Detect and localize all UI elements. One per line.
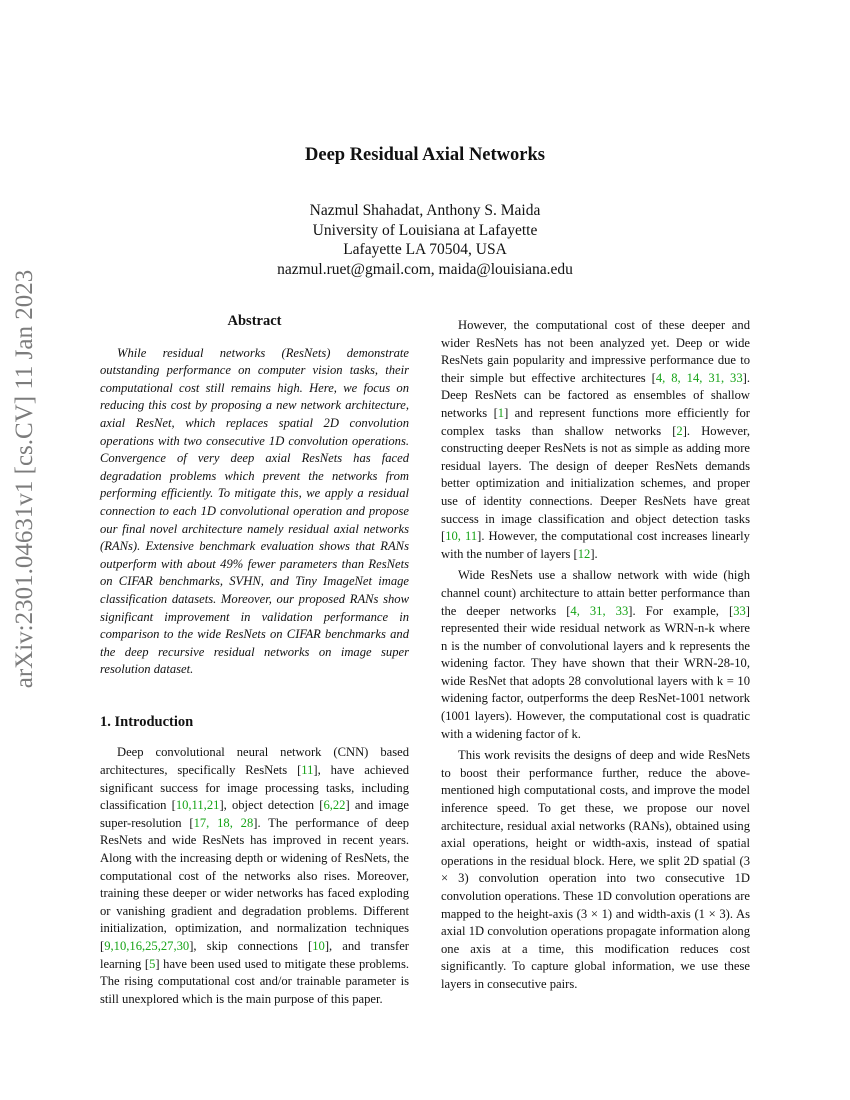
left-column [100, 313, 409, 1008]
section-heading-introduction: 1. Introduction [100, 713, 194, 730]
body-paragraph-2: Wide ResNets use a shallow network with wide (high channel count) architecture to attain better performance than the deeper networks [4, 31, 33]. For example, [33] represented their wide residual network as WRN-n-k where n is the number of convolutional layers and k represents the widening factor. They have shown that their WRN-28-10, wide ResNet that adopts 28 convolutional layers with k = 10 widening factor, outperforms the deep ResNet-1001 network (1001 layers). However, the computational cost is quadratic with a widening factor of k. [441, 568, 750, 741]
citation-link[interactable]: 2 [676, 423, 683, 438]
paper-title: Deep Residual Axial Networks [305, 145, 545, 165]
arxiv-identifier-stamp: arXiv:2301.04631v1 [cs.CV] 11 Jan 2023 [11, 269, 38, 689]
citation-link[interactable]: 10 [312, 939, 325, 953]
right-column [441, 317, 750, 994]
citation-link[interactable]: 4, 8, 14, 31, 33 [655, 370, 743, 385]
citation-link[interactable]: 5 [149, 956, 156, 971]
citation-link[interactable]: 4, 31, 33 [570, 603, 629, 618]
citation-link[interactable]: 33 [733, 603, 746, 618]
citation-link[interactable]: 12 [577, 546, 591, 561]
emails: nazmul.ruet@gmail.com, maida@louisiana.edu [277, 261, 573, 278]
citation-link[interactable]: 17, 18, 28 [193, 815, 254, 830]
body-paragraph-3: This work revisits the designs of deep and wide ResNets to boost their performance further, reduce the above-mentioned high computational costs, and improve the model inference speed. To get these, we propose our novel architecture, residual axial networks (RANs), obtained using axial operations, height or width-axis, instead of spatial operations in the residual block. Here, we split 2D spatial (3 × 3) convolution operation into two consecutive 1D convolution operations. These 1D convolution operations are mapped to the height-axis (3 × 1) and width-axis (1 × 3). As axial 1D convolution operations propagate information along one axis at a time, this modification reduces cost significantly. To capture global information, we use these layers in consecutive pairs. [441, 748, 750, 991]
citation-link[interactable]: 1 [497, 405, 505, 420]
intro-paragraph-1: Deep convolutional neural network (CNN) based architectures, specifically ResNets [11], have achieved significant success for image processing tasks, including classification [10,11,21], object detection [6,22] and image super-resolution [17, 18, 28]. The performance of deep ResNets and wide ResNets has improved in recent years. Along with the increasing depth or widening of ResNets, the computational cost of the networks also rises. Moreover, training these deeper or wider networks has faced exploding or vanishing gradient and degradation problems. Different initialization, optimization, and normalization techniques [9,10,16,25,27,30], skip connections [10], and transfer learning [5] have been used used to mitigate these problems. The rising computational cost and/or trainable parameter is still unexplored which is the main purpose of this paper. [100, 745, 409, 1006]
citation-link[interactable]: 6,22 [323, 798, 346, 813]
abstract-body: While residual networks (ResNets) demonstrate outstanding performance on computer vision tasks, their computational cost still remains high. Here, we focus on reducing this cost by proposing a new network architecture, axial ResNet, which replaces spatial 2D convolution operations with two consecutive 1D convolution operations. Convergence of very deep axial ResNets has faced degradation problems which prevent the networks from performing efficiently. To mitigate this, we apply a residual connection to each 1D convolutional operation and propose our final novel architecture namely residual axial networks (RANs). Extensive benchmark evaluation shows that RANs outperform with about 49% fewer parameters than ResNets on CIFAR benchmarks, SVHN, and Tiny ImageNet image classification datasets. Moreover, our proposed RANs show significant improvement in validation performance in comparison to the wide ResNets on CIFAR benchmarks and the deep recursive residual networks on image super resolution dataset. [100, 345, 409, 677]
citation-link[interactable]: 11 [301, 763, 314, 778]
authors: Nazmul Shahadat, Anthony S. Maida [309, 202, 541, 219]
citation-link[interactable]: 9,10,16,25,27,30 [104, 939, 190, 953]
body-paragraph-1: However, the computational cost of these deeper and wider ResNets has not been analyzed yet. Deep or wide ResNets gain popularity and impressive performance due to their simple but effective architectures [4, 8, 14, 31, 33]. Deep ResNets can be factored as ensembles of shallow networks [1] and represent functions more efficiently for complex tasks than shallow networks [2]. However, constructing deeper ResNets is not as simple as adding more residual layers. The design of deeper ResNets demands better optimization and initialization schemes, and proper use of identity connections. Deeper ResNets have great success in image classification and object detection tasks [10, 11]. However, the computational cost increases linearly with the number of layers [12]. [441, 318, 750, 561]
address: Lafayette LA 70504, USA [343, 241, 507, 258]
abstract-heading: Abstract [227, 313, 282, 329]
citation-link[interactable]: 10,11,21 [175, 798, 220, 813]
affiliation: University of Louisiana at Lafayette [312, 222, 538, 239]
citation-link[interactable]: 10, 11 [445, 529, 478, 544]
